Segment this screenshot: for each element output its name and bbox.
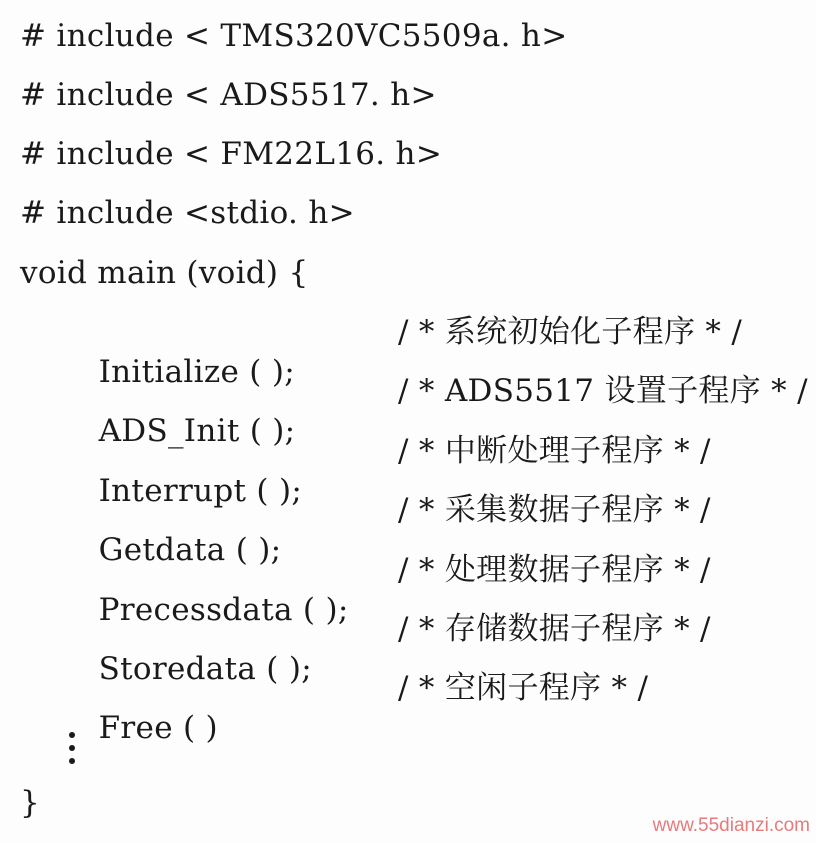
statement-call: Free ( ) [98, 710, 218, 746]
main-function-header: void main (void) { [20, 255, 309, 291]
statement-comment: / * 处理数据子程序 * / [398, 552, 711, 588]
ellipsis-vertical-icon [66, 730, 78, 766]
include-line-tms320: # include < TMS320VC5509a. h> [20, 18, 568, 54]
statement-call: Storedata ( ); [98, 651, 312, 687]
include-line-ads5517: # include < ADS5517. h> [20, 77, 437, 113]
statement-comment: / * 存储数据子程序 * / [398, 611, 711, 647]
statement-comment: / * 空闲子程序 * / [398, 670, 649, 706]
statement-call: Interrupt ( ); [98, 473, 303, 509]
statement-comment: / * 系统初始化子程序 * / [398, 314, 743, 350]
statement-call: Getdata ( ); [98, 532, 282, 568]
statement-call: Precessdata ( ); [98, 592, 349, 628]
closing-brace: } [20, 785, 41, 821]
include-line-stdio: # include <stdio. h> [20, 195, 355, 231]
statement-comment: / * 采集数据子程序 * / [398, 492, 711, 528]
include-line-fm22l16: # include < FM22L16. h> [20, 136, 443, 172]
site-watermark: www.55dianzi.com [652, 815, 810, 836]
statement-row [58, 668, 798, 828]
statement-call: ADS_Init ( ); [98, 413, 296, 449]
statement-comment: / * ADS5517 设置子程序 * / [398, 373, 808, 409]
statement-call: Initialize ( ); [98, 354, 295, 390]
statement-comment: / * 中断处理子程序 * / [398, 433, 711, 469]
